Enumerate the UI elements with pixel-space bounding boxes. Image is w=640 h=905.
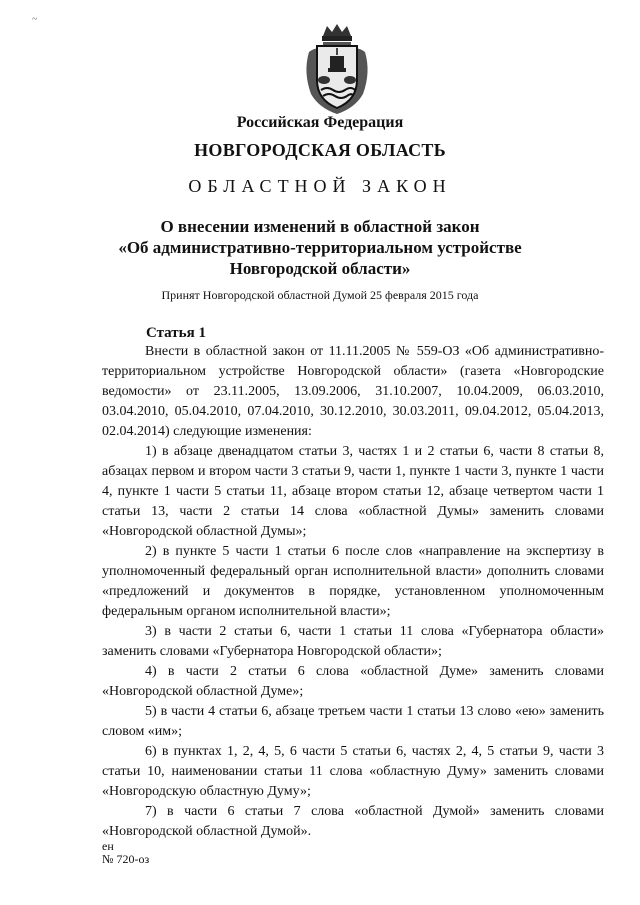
- law-type: ОБЛАСТНОЙ ЗАКОН: [188, 176, 452, 196]
- country-name: Российская Федерация: [236, 114, 404, 131]
- article-paragraph: 5) в части 4 статьи 6, абзаце третьем части 1 статьи 13 слово «ею» заменить словом «им»;: [102, 704, 604, 739]
- article-paragraph: 3) в части 2 статьи 6, части 1 статьи 11 слова «Губернатора области» заменить словами «Губернатора Новгородской области»;: [102, 624, 604, 659]
- law-title-line: «Об административно-территориальном устройстве: [118, 238, 522, 257]
- article-paragraph: 7) в части 6 статьи 7 слова «областной Думой» заменить словами «Новгородской областной Думой».: [102, 804, 604, 839]
- article-body: [102, 342, 604, 842]
- article-paragraph: Внести в областной закон от 11.11.2005 № 559-ОЗ «Об административно-территориальном устройстве Новгородской области» (газета «Новгородские ведомости» от 23.11.2005, 13.09.2006, 31.10.2007, 10.04.2009, 06.03.2010, 03.04.2010, 05.04.2010, 07.04.2010, 30.12.2010, 30.03.2011, 09.04.2012, 05.04.2013, 02.04.2014) следующие изменения:: [102, 344, 604, 439]
- article-paragraph: 1) в абзаце двенадцатом статьи 3, частях 1 и 2 статьи 6, части 8 статьи 8, абзацах первом и втором части 3 статьи 9, части 1, пункте 1 части 3, пункте 1 части 4, пункте 1 части 5 статьи 11, абзаце втором статьи 12, абзаце четвертом части 1 статьи 13, части 2 статьи 14 слова «областной Думы» заменить словами «Новгородской областной Думы»;: [102, 444, 604, 539]
- article-paragraph: 2) в пункте 5 части 1 статьи 6 после слов «направление на экспертизу в уполномоченный федеральный орган исполнительной власти» дополнить словами «предложений и документов в порядке, установленном уполномоченным федеральным органом исполнительной власти»;: [102, 544, 604, 619]
- law-title-line: О внесении изменений в областной закон: [160, 217, 480, 236]
- footer-initials: ен: [102, 839, 114, 853]
- article-paragraph: 4) в части 2 статьи 6 слова «областной Думе» заменить словами «Новгородской областной Думе»;: [102, 664, 604, 699]
- article-paragraph: 6) в пунктах 1, 2, 4, 5, 6 части 5 статьи 6, частях 2, 4, 5 статьи 9, части 3 статьи 10, наименовании статьи 11 слова «областную Думу» заменить словами «Новгородскую областную Думу»;: [102, 744, 604, 799]
- article-heading: Статья 1: [146, 325, 206, 341]
- adoption-note: Принят Новгородской областной Думой 25 февраля 2015 года: [161, 288, 479, 302]
- document-footer: [102, 840, 149, 866]
- corner-mark: ~: [32, 14, 38, 25]
- footer-number: № 720-оз: [102, 852, 150, 866]
- region-name: НОВГОРОДСКАЯ ОБЛАСТЬ: [194, 140, 446, 160]
- law-title-line: Новгородской области»: [229, 259, 411, 278]
- law-title: [0, 216, 640, 279]
- coat-of-arms-icon: [297, 22, 377, 116]
